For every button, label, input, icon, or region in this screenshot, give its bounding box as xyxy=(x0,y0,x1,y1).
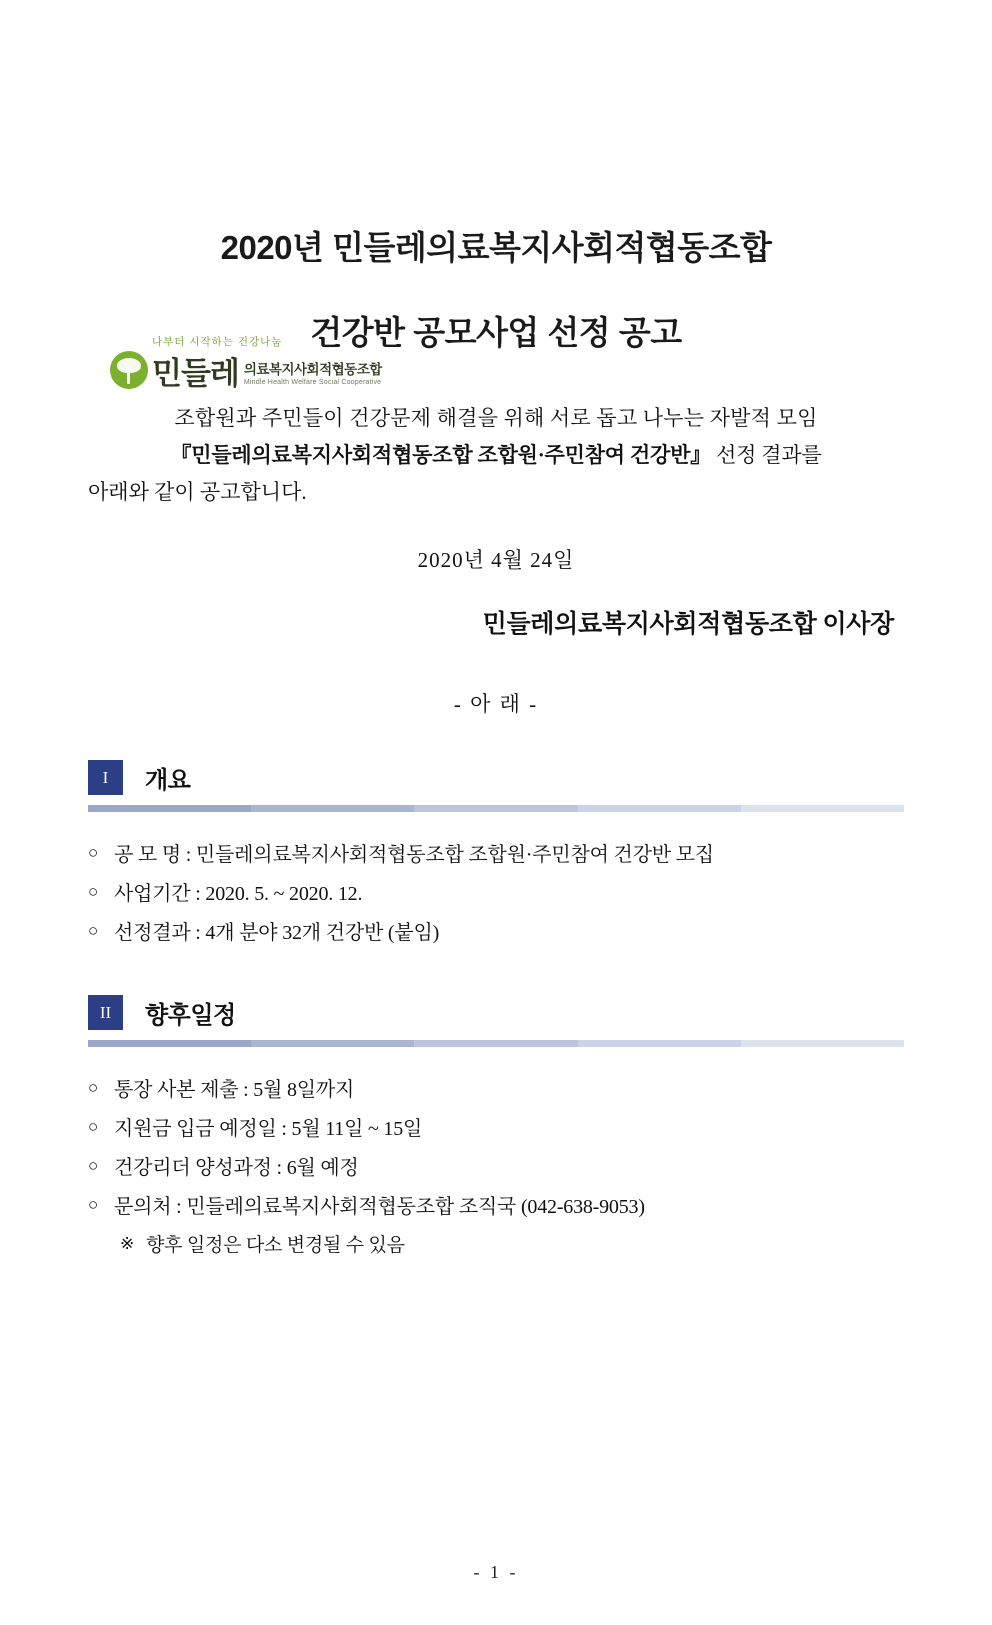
section-schedule-rule xyxy=(88,1040,904,1047)
list-item: ○ 건강리더 양성과정 : 6월 예정 xyxy=(88,1149,904,1188)
section-overview-title: 개요 xyxy=(145,767,191,795)
section-overview-rule xyxy=(88,805,904,812)
organization-logo xyxy=(110,334,400,404)
logo-name-english: Mindle Health Welfare Social Cooperative xyxy=(243,379,382,386)
intro-line-3: 아래와 같이 공고합니다. xyxy=(88,479,307,504)
list-item: ○ 선정결과 : 4개 분야 32개 건강반 (붙임) xyxy=(88,914,904,953)
section-overview-list xyxy=(88,836,904,953)
page-title-line-1: 2020년 민들레의료복지사회적협동조합 xyxy=(220,229,772,266)
list-item: ○ 문의처 : 민들레의료복지사회적협동조합 조직국 (042-638-9053) xyxy=(88,1188,904,1227)
logo-side-text xyxy=(244,363,382,389)
intro-line-2-rest: 선정 결과를 xyxy=(711,442,822,467)
list-item: ○ 사업기간 : 2020. 5. ~ 2020. 12. xyxy=(88,875,904,914)
section-schedule-header xyxy=(88,995,904,1030)
section-schedule xyxy=(88,995,904,1264)
section-overview xyxy=(88,760,904,953)
list-item: ○ 공 모 명 : 민들레의료복지사회적협동조합 조합원·주민참여 건강반 모집 xyxy=(88,836,904,875)
dandelion-icon xyxy=(110,351,148,389)
intro-program-name: 『민들레의료복지사회적협동조합 조합원·주민참여 건강반』 xyxy=(170,442,712,467)
intro-line-2 xyxy=(88,437,904,474)
section-schedule-title: 향후일정 xyxy=(145,1002,236,1030)
arae-divider-label: - 아 래 - xyxy=(453,692,539,717)
section-overview-header xyxy=(88,760,904,795)
logo-name-korean: 의료복지사회적협동조합 xyxy=(243,362,382,378)
page-number: - 1 - xyxy=(473,1562,519,1582)
intro-line-1: 조합원과 주민들이 건강문제 해결을 위해 서로 돕고 나누는 자발적 모임 xyxy=(174,406,818,430)
logo-wordmark: 민들레 xyxy=(152,356,239,391)
section-schedule-list xyxy=(88,1071,904,1264)
logo-tagline: 나부터 시작하는 건강나눔 xyxy=(152,336,283,348)
page-title-line-2: 건강반 공모사업 선정 공고 xyxy=(310,314,682,351)
list-item: ○ 통장 사본 제출 : 5월 8일까지 xyxy=(88,1071,904,1110)
signature-line: 민들레의료복지사회적협동조합 이사장 xyxy=(482,611,894,639)
intro-paragraph xyxy=(88,400,904,510)
logo-main xyxy=(110,351,400,389)
list-item: ○ 지원금 입금 예정일 : 5월 11일 ~ 15일 xyxy=(88,1110,904,1149)
section-schedule-number: II xyxy=(88,995,123,1030)
announcement-date: 2020년 4월 24일 xyxy=(417,548,575,573)
document-page xyxy=(0,222,992,1625)
section-overview-number: I xyxy=(88,760,123,795)
list-item-note: ※ 향후 일정은 다소 변경될 수 있음 xyxy=(88,1227,904,1264)
